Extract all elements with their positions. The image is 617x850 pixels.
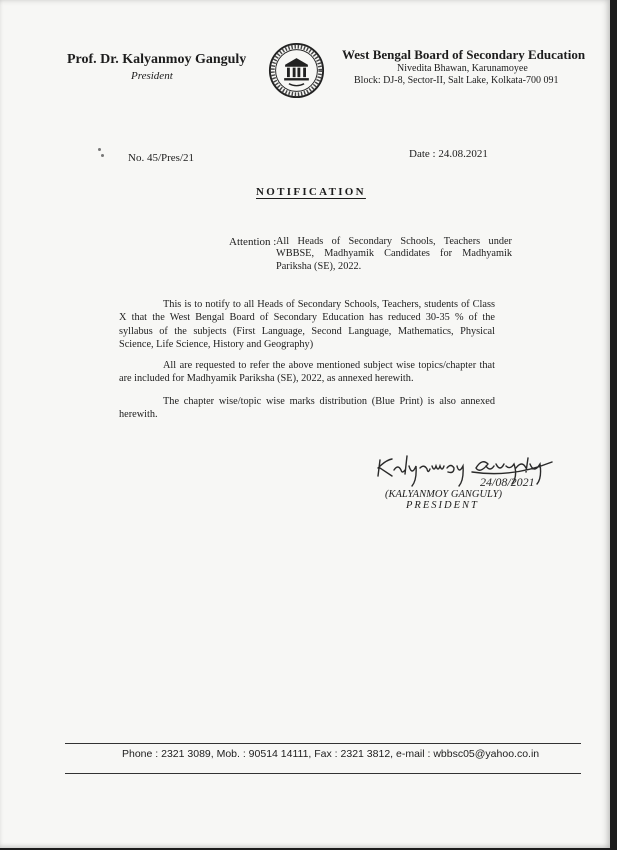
attention-text: All Heads of Secondary Schools, Teachers under WBBSE, Madhyamik Candidates for Madhyamik Pariksha (SE), 2022. — [276, 236, 512, 272]
issue-date: Date : 24.08.2021 — [409, 148, 488, 160]
address-line-1: Nivedita Bhawan, Karunamoyee — [397, 63, 528, 74]
address-line-2: Block: DJ-8, Sector-II, Salt Lake, Kolkata-700 091 — [354, 75, 559, 86]
footer-bottom-rule — [65, 773, 581, 774]
signatory-title: PRESIDENT — [406, 500, 479, 511]
footer-contact: Phone : 2321 3089, Mob. : 90514 14111, Fax : 2321 3812, e-mail : wbbsc05@yahoo.co.in — [122, 748, 540, 760]
notice-title: NOTIFICATION — [256, 186, 366, 198]
attention-label: Attention : — [229, 236, 277, 248]
board-name: West Bengal Board of Secondary Education — [342, 47, 586, 62]
board-seal-icon — [268, 42, 325, 99]
handwritten-signature — [372, 450, 582, 492]
reference-number: No. 45/Pres/21 — [128, 152, 194, 164]
signatory-name: (KALYANMOY GANGULY) — [385, 489, 502, 500]
paragraph-1: This is to notify to all Heads of Secondary Schools, Teachers, students of Class X that the West Bengal Board of Secondary Education has reduced 30-35 % of the syllabus of the subjects (First Language, Second Language, Mathematics, Physical Science, Life Science, History and Geography) — [119, 299, 495, 350]
paragraph-3: The chapter wise/topic wise marks distribution (Blue Print) is also annexed herewith. — [119, 396, 495, 421]
footer-top-rule — [65, 743, 581, 744]
scan-speck — [101, 154, 104, 157]
scan-speck — [98, 148, 101, 151]
svg-text:24/08/2021: 24/08/2021 — [480, 475, 535, 489]
president-name: Prof. Dr. Kalyanmoy Ganguly — [67, 52, 247, 67]
president-role: President — [131, 70, 173, 82]
paragraph-2: All are requested to refer the above mentioned subject wise topics/chapter that are included for Madhyamik Pariksha (SE), 2022, as annexed herewith. — [119, 360, 495, 385]
